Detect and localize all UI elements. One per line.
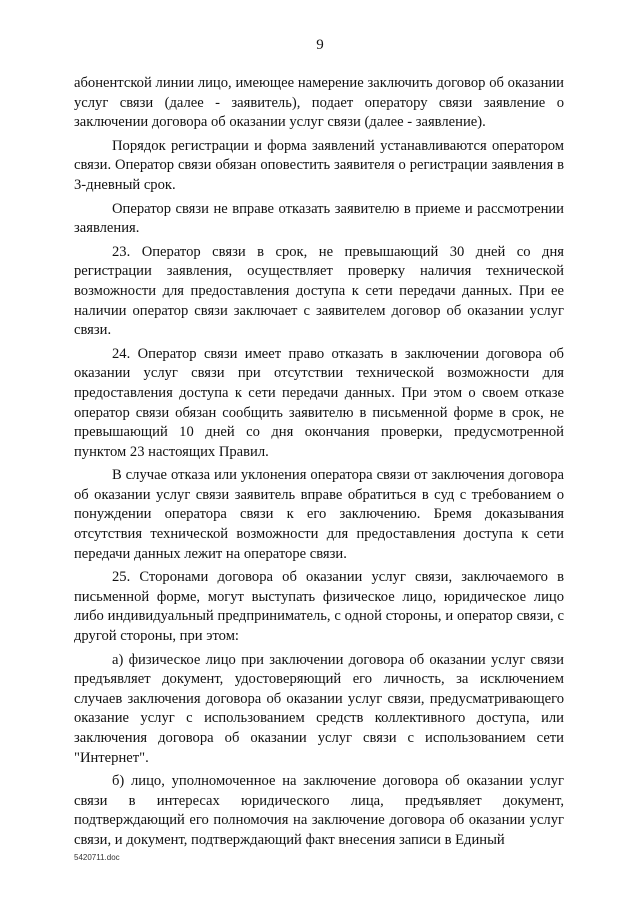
paragraph-subitem-a: а) физическое лицо при заключении договора об оказании услуг связи предъявляет документ, удостоверяющий его личность, за исключением случаев заключения договора об оказании услуг связи, предусматривающего оказание услуг с использованием средств коллективного доступа, или заключения договора об оказании услуг связи с использованием сети "Интернет". [74, 651, 564, 766]
paragraph-registration-order: Порядок регистрации и форма заявлений устанавливаются оператором связи. Оператор связи обязан оповестить заявителя о регистрации заявления в 3-дневный срок. [74, 137, 564, 193]
paragraph-no-refusal: Оператор связи не вправе отказать заявителю в приеме и рассмотрении заявления. [74, 200, 564, 237]
document-body [74, 74, 564, 855]
paragraph-item-25: 25. Сторонами договора об оказании услуг связи, заключаемого в письменной форме, могут выступать физическое лицо, юридическое лицо либо индивидуальный предприниматель, с одной стороны, и оператор связи, с другой стороны, при этом: [74, 569, 564, 645]
paragraph-subitem-b: б) лицо, уполномоченное на заключение договора об оказании услуг связи в интересах юридического лица, предъявляет документ, подтверждающий его полномочия на заключение договора об оказании услуг связи, и документ, подтверждающий факт внесения записи в Единый [74, 773, 564, 848]
paragraph-item-23: 23. Оператор связи в срок, не превышающий 30 дней со дня регистрации заявления, осуществляет проверку наличия технической возможности для предоставления доступа к сети передачи данных. При ее наличии оператор связи заключает с заявителем договор об оказании услуг связи. [74, 243, 564, 339]
page-number: 9 [316, 37, 324, 53]
paragraph-refusal-court: В случае отказа или уклонения оператора связи от заключения договора об оказании услуг связи заявитель вправе обратиться в суд с требованием о понуждении оператора связи к его заключению. Бремя доказывания отсутствия технической возможности для предоставления доступа к сети передачи данных лежит на операторе связи. [74, 467, 564, 562]
paragraph-item-24: 24. Оператор связи имеет право отказать в заключении договора об оказании услуг связи при отсутствии технической возможности для предоставления доступа к сети передачи данных. При этом о своем отказе оператор связи обязан сообщить заявителю в письменной форме в срок, не превышающий 10 дней со дня окончания проверки, предусмотренной пунктом 23 настоящих Правил. [74, 345, 564, 460]
footer-filename: 5420711.doc [74, 853, 120, 862]
paragraph-continuation: абонентской линии лицо, имеющее намерение заключить договор об оказании услуг связи (далее - заявитель), подает оператору связи заявление о заключении договора об оказании услуг связи (далее - заявление). [74, 75, 564, 131]
